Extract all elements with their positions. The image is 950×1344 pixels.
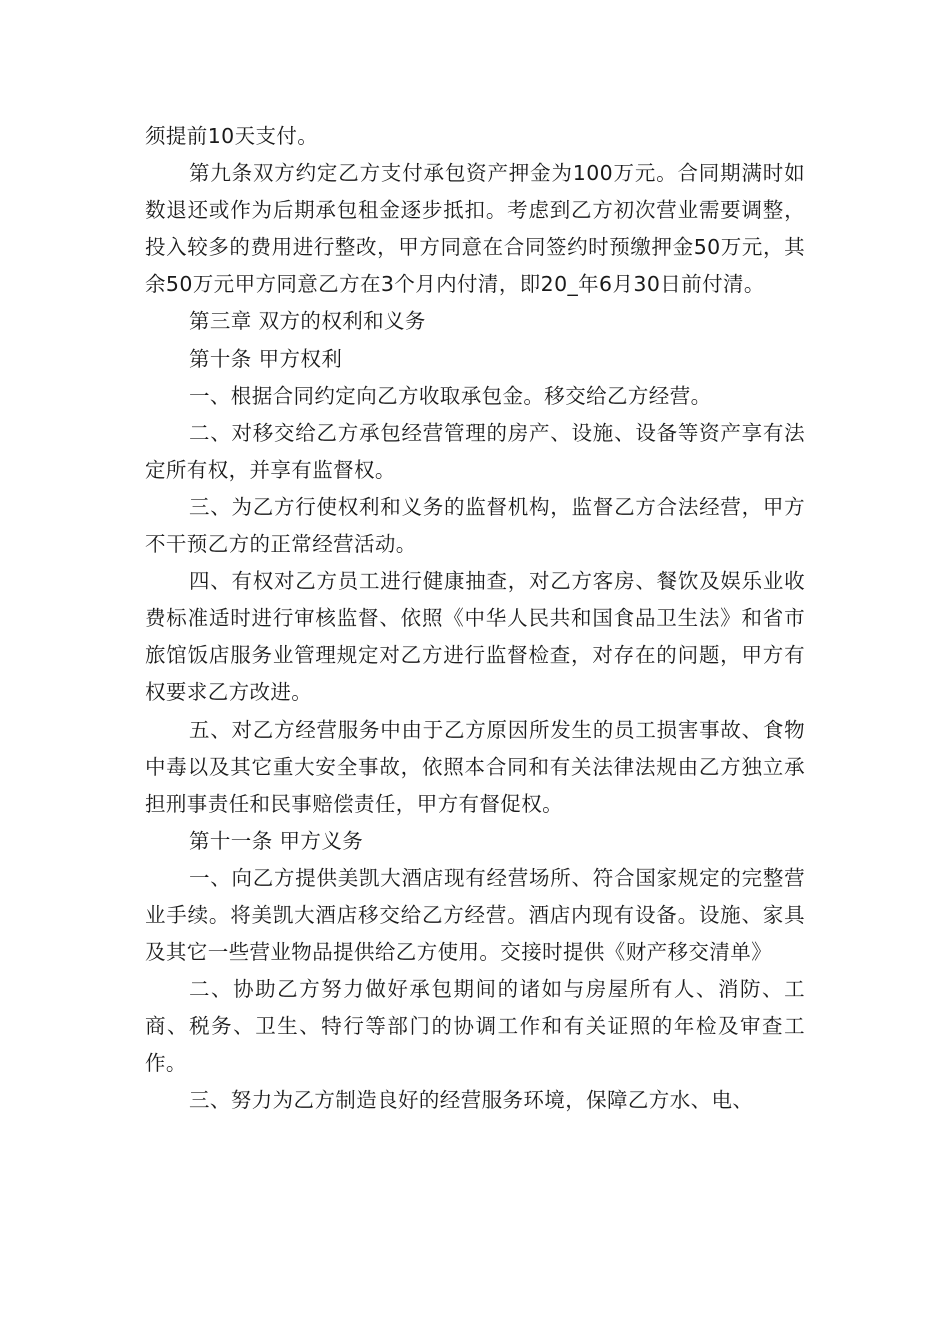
article-heading: 第十条 甲方权利 [189, 346, 343, 371]
chapter-heading: 第三章 双方的权利和义务 [189, 309, 426, 334]
paragraph: 三、努力为乙方制造良好的经营服务环境，保障乙方水、电、 [189, 1088, 754, 1113]
paragraph: 二、协助乙方努力做好承包期间的诸如与房屋所有人、消防、工商、税务、卫生、特行等部门的协调工作和有关证照的年检及审查工作。 [145, 977, 805, 1076]
document-page [145, 118, 805, 1120]
paragraph: 五、对乙方经营服务中由于乙方原因所发生的员工损害事故、食物中毒以及其它重大安全事故，依照本合同和有关法律法规由乙方独立承担刑事责任和民事赔偿责任，甲方有督促权。 [145, 717, 805, 816]
article-heading: 第十一条 甲方义务 [189, 828, 364, 853]
paragraph: 四、有权对乙方员工进行健康抽查，对乙方客房、餐饮及娱乐业收费标准适时进行审核监督、依照《中华人民共和国食品卫生法》和省市旅馆饭店服务业管理规定对乙方进行监督检查，对存在的问题，甲方有权要求乙方改进。 [145, 569, 805, 705]
paragraph: 第九条双方约定乙方支付承包资产押金为100万元。合同期满时如数退还或作为后期承包租金逐步抵扣。考虑到乙方初次营业需要调整，投入较多的费用进行整改，甲方同意在合同签约时预缴押金50万元，其余50万元甲方同意乙方在3个月内付清，即20_年6月30日前付清。 [145, 161, 805, 297]
paragraph: 须提前10天支付。 [145, 124, 319, 148]
paragraph: 二、对移交给乙方承包经营管理的房产、设施、设备等资产享有法定所有权，并享有监督权。 [145, 420, 805, 482]
paragraph: 一、向乙方提供美凯大酒店现有经营场所、符合国家规定的完整营业手续。将美凯大酒店移交给乙方经营。酒店内现有设备。设施、家具及其它一些营业物品提供给乙方使用。交接时提供《财产移交清单》 [145, 865, 805, 965]
paragraph: 三、为乙方行使权利和义务的监督机构，监督乙方合法经营，甲方不干预乙方的正常经营活动。 [145, 494, 805, 557]
paragraph: 一、根据合同约定向乙方收取承包金。移交给乙方经营。 [189, 383, 712, 408]
